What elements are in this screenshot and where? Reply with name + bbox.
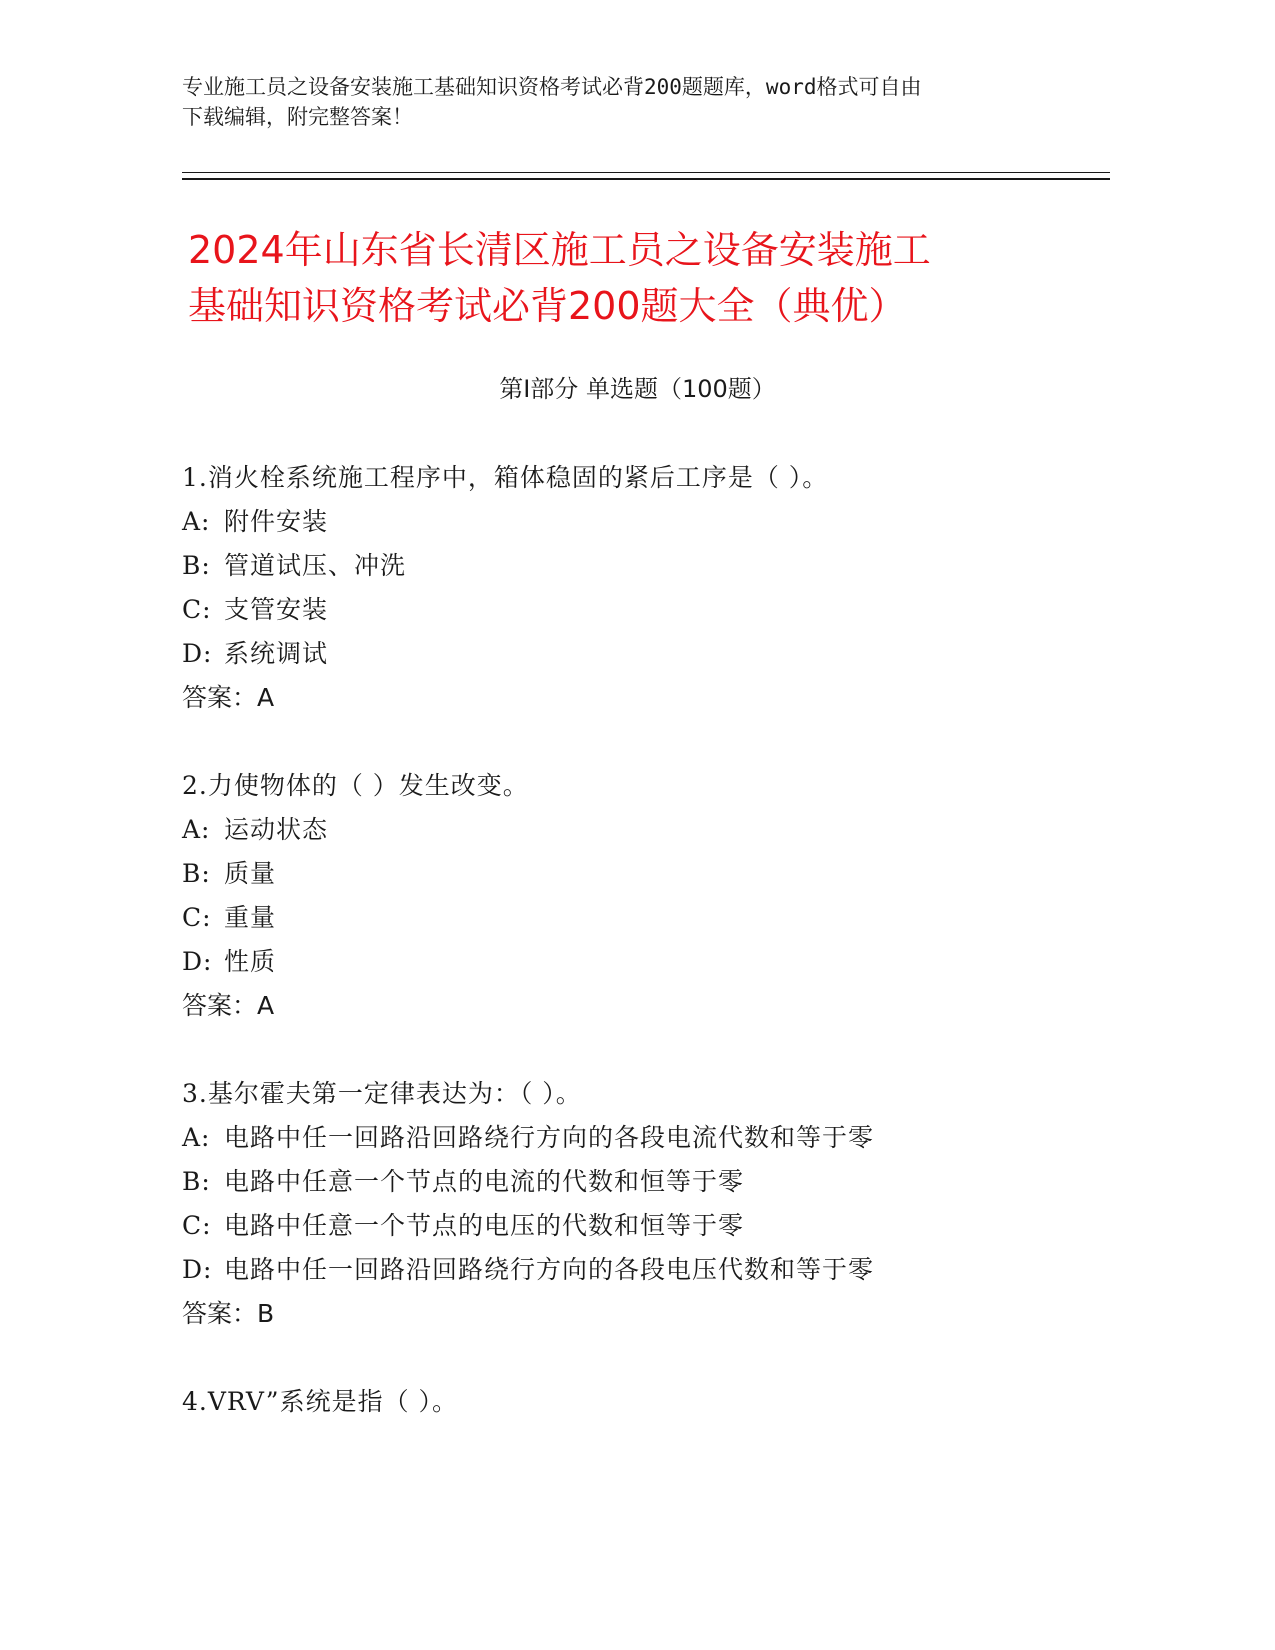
option-text: 附件安装	[224, 507, 329, 536]
option-letter: B:	[182, 551, 211, 580]
option-text: 支管安装	[224, 595, 329, 624]
option-c	[182, 1204, 1082, 1248]
option-text: 质量	[224, 859, 277, 888]
option-a	[182, 500, 1082, 544]
option-text: 电路中任意一个节点的电压的代数和恒等于零	[224, 1211, 745, 1240]
option-a	[182, 808, 1082, 852]
option-a	[182, 1116, 1082, 1160]
option-text: 性质	[224, 947, 277, 976]
option-letter: D:	[182, 639, 213, 668]
document-title-line-2: 基础知识资格考试必背200题大全（典优）	[188, 284, 907, 328]
question-list	[182, 456, 1082, 1468]
option-letter: C:	[182, 1211, 212, 1240]
option-letter: C:	[182, 595, 212, 624]
option-text: 电路中任一回路沿回路绕行方向的各段电流代数和等于零	[224, 1123, 875, 1152]
option-letter: A:	[182, 1123, 211, 1152]
section-heading: 第Ⅰ部分 单选题（100题）	[499, 375, 776, 403]
option-text: 电路中任一回路沿回路绕行方向的各段电压代数和等于零	[224, 1255, 875, 1284]
header-note-line-2: 下载编辑，附完整答案！	[182, 105, 413, 129]
option-d	[182, 940, 1082, 984]
option-text: 电路中任意一个节点的电流的代数和恒等于零	[224, 1167, 745, 1196]
option-letter: A:	[182, 507, 211, 536]
question-item	[182, 1380, 1082, 1424]
option-c	[182, 588, 1082, 632]
header-divider-thin	[182, 172, 1110, 173]
option-text: 管道试压、冲洗	[224, 551, 407, 580]
question-stem: 3.基尔霍夫第一定律表达为：（ ）。	[182, 1079, 582, 1108]
question-item	[182, 764, 1082, 1028]
option-letter: B:	[182, 1167, 211, 1196]
question-stem: 1.消火栓系统施工程序中，箱体稳固的紧后工序是（ ）。	[182, 463, 829, 492]
answer-line: 答案：B	[182, 1299, 275, 1328]
option-letter: D:	[182, 1255, 213, 1284]
question-stem: 2.力使物体的（ ）发生改变。	[182, 771, 529, 800]
document-title	[188, 222, 1068, 334]
option-b	[182, 544, 1082, 588]
option-letter: B:	[182, 859, 211, 888]
header-divider-thick	[182, 178, 1110, 180]
question-item	[182, 1072, 1082, 1336]
header-note	[182, 72, 1042, 132]
option-d	[182, 632, 1082, 676]
option-letter: D:	[182, 947, 213, 976]
option-letter: C:	[182, 903, 212, 932]
option-c	[182, 896, 1082, 940]
option-text: 重量	[224, 903, 277, 932]
document-title-line-1: 2024年山东省长清区施工员之设备安装施工	[188, 228, 931, 272]
option-text: 运动状态	[224, 815, 329, 844]
option-d	[182, 1248, 1082, 1292]
option-b	[182, 1160, 1082, 1204]
header-note-line-1: 专业施工员之设备安装施工基础知识资格考试必背200题题库，word格式可自由	[182, 75, 922, 99]
answer-line: 答案：A	[182, 683, 275, 712]
question-stem: 4.VRV”系统是指（ ）。	[182, 1387, 459, 1416]
question-item	[182, 456, 1082, 720]
option-b	[182, 852, 1082, 896]
option-letter: A:	[182, 815, 211, 844]
answer-line: 答案：A	[182, 991, 275, 1020]
option-text: 系统调试	[224, 639, 329, 668]
